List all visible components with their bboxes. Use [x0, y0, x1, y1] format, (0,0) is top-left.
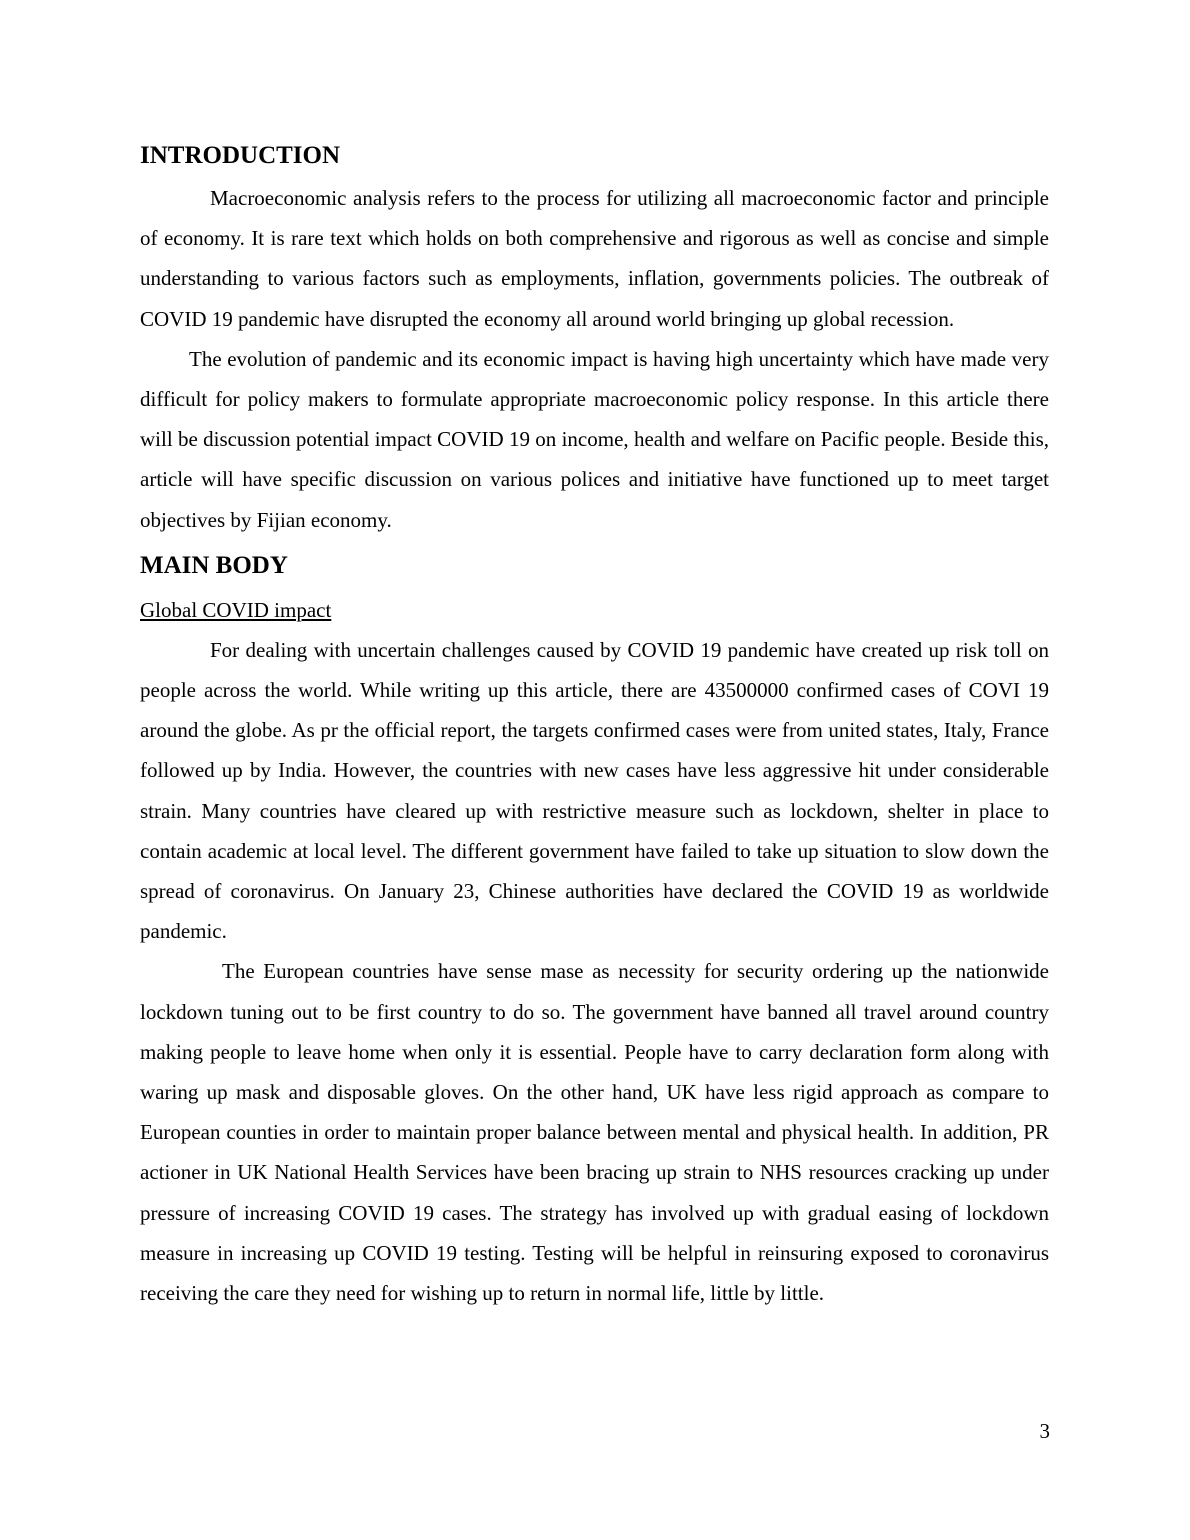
intro-paragraph-1: Macroeconomic analysis refers to the process for utilizing all macroeconomic factor and principle of economy. It is rare text which holds on both comprehensive and rigorous as well as concise and simple understanding to various factors such as employments, inflation, governments policies. The outbreak of COVID 19 pandemic have disrupted the economy all around world bringing up global recession.	[140, 186, 1049, 331]
introduction-heading: INTRODUCTION	[140, 142, 341, 169]
page-number: 3	[1039, 1419, 1050, 1443]
intro-paragraph-2: The evolution of pandemic and its economic impact is having high uncertainty which have made very difficult for policy makers to formulate appropriate macroeconomic policy response. In this article there will be discussion potential impact COVID 19 on income, health and welfare on Pacific people. Beside this, article will have specific discussion on various polices and initiative have functioned up to meet target objectives by Fijian economy.	[140, 346, 1049, 532]
main-paragraph-2: The European countries have sense mase as necessity for security ordering up the nationwide lockdown tuning out to be first country to do so. The government have banned all travel around country making people to leave home when only it is essential. People have to carry declaration form along with waring up mask and disposable gloves. On the other hand, UK have less rigid approach as compare to European counties in order to maintain proper balance between mental and physical health. In addition, PR actioner in UK National Health Services have been bracing up strain to NHS resources cracking up under pressure of increasing COVID 19 cases. The strategy has involved up with gradual easing of lockdown measure in increasing up COVID 19 testing. Testing will be helpful in reinsuring exposed to coronavirus receiving the care they need for wishing up to return in normal life, little by little.	[140, 959, 1049, 1306]
document-page	[140, 138, 1049, 1313]
global-covid-impact-subheading: Global COVID impact	[140, 597, 332, 622]
main-paragraph-1: For dealing with uncertain challenges caused by COVID 19 pandemic have created up risk toll on people across the world. While writing up this article, there are 43500000 confirmed cases of COVI 19 around the globe. As pr the official report, the targets confirmed cases were from united states, Italy, France followed up by India. However, the countries with new cases have less aggressive hit under considerable strain. Many countries have cleared up with restrictive measure such as lockdown, shelter in place to contain academic at local level. The different government have failed to take up situation to slow down the spread of coronavirus. On January 23, Chinese authorities have declared the COVID 19 as worldwide pandemic.	[140, 637, 1049, 944]
main-body-heading: MAIN BODY	[140, 551, 288, 579]
